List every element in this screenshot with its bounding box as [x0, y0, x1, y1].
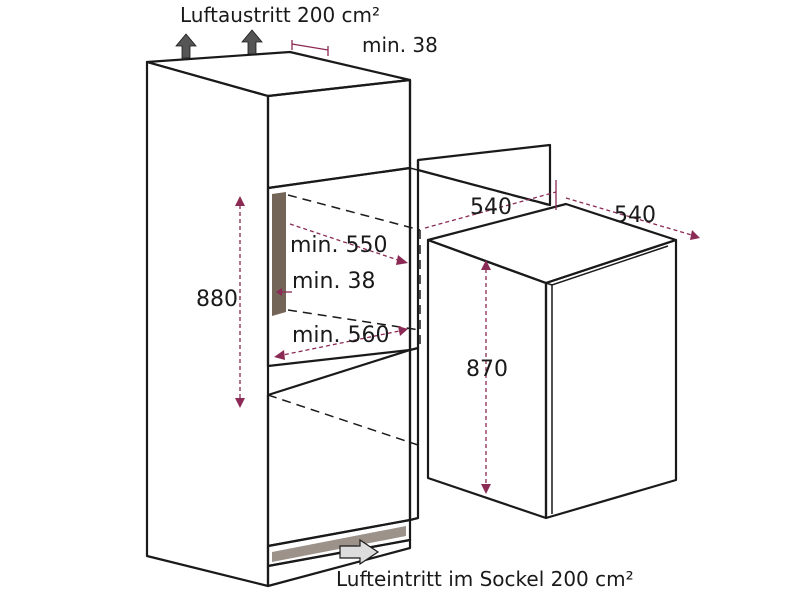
dim-arrowhead [396, 255, 408, 265]
lower-door-edge [410, 348, 418, 520]
back-gap-label: min. 38 [292, 269, 376, 294]
arrow-up-icon [242, 30, 262, 54]
lower-door [268, 350, 410, 546]
niche-height-label: 880 [196, 287, 238, 312]
arrow-up-icon [176, 34, 196, 58]
dim-arrowhead [235, 398, 245, 408]
appliance-height-label: 870 [466, 357, 508, 382]
air-outlet-label: Luftaustritt 200 cm² [180, 3, 381, 27]
dim-arrowhead [690, 230, 700, 240]
hidden-line [268, 395, 418, 445]
appliance-door-top [546, 246, 668, 285]
dim-arrowhead [398, 326, 408, 336]
appliance-front [546, 240, 676, 518]
air-inlet-label: Lufteintritt im Sockel 200 cm² [336, 567, 634, 591]
dimensions [235, 40, 700, 494]
cabinet-top [147, 52, 410, 96]
dim-arrowhead [235, 196, 245, 206]
dim-arrowhead [481, 484, 491, 494]
niche-width-label: min. 560 [292, 323, 390, 348]
hidden-line [288, 195, 420, 230]
dim-arrowhead [274, 350, 285, 360]
dim-top-gap [292, 44, 328, 50]
cabinet-side-panel [147, 62, 268, 586]
appliance-depth-label: 540 [614, 203, 656, 228]
niche-depth-label: 540 [470, 195, 512, 220]
niche-shadow [272, 192, 286, 316]
top-gap-label: min. 38 [362, 33, 438, 57]
niche-depth-min-label: min. 550 [290, 233, 388, 258]
